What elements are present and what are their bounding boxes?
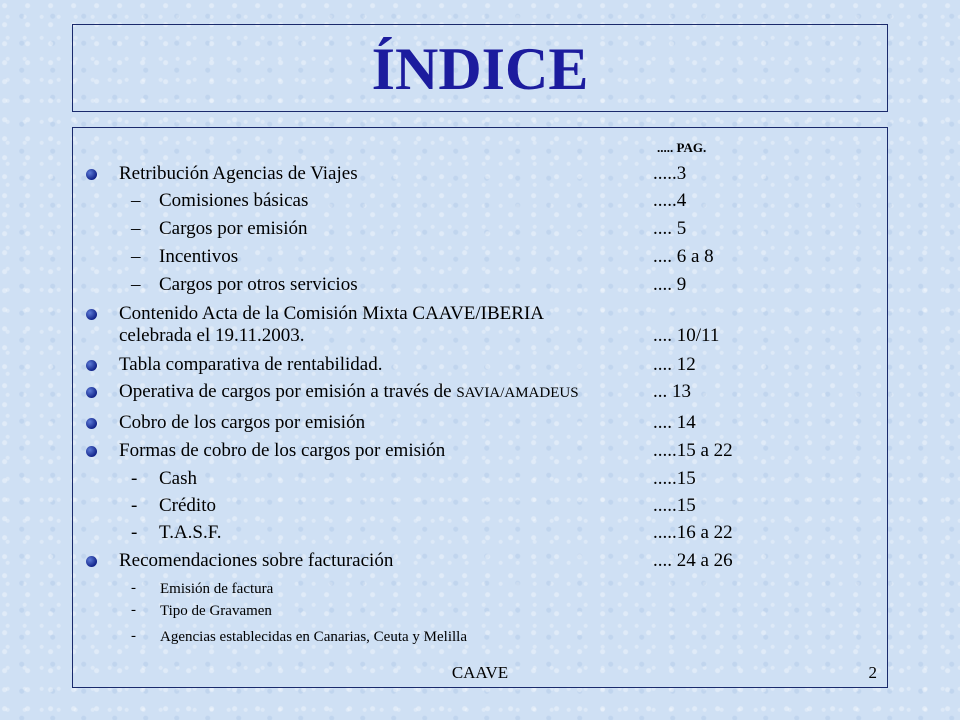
index-item-page: ... 13 — [653, 381, 691, 402]
index-subitem-label: T.A.S.F. — [159, 522, 222, 543]
index-item-page: .... 24 a 26 — [653, 550, 733, 571]
slide-number: 2 — [868, 663, 877, 682]
hyphen-marker: - — [131, 495, 138, 516]
page-column-header: ..... PAG. — [657, 140, 707, 155]
index-subitem-page: .....16 a 22 — [653, 522, 733, 543]
hyphen-marker: - — [131, 580, 136, 596]
hyphen-marker: - — [131, 628, 136, 644]
index-subitem-label: Emisión de factura — [160, 581, 274, 597]
bullet-icon — [86, 387, 97, 398]
index-subitem-label: Incentivos — [159, 246, 239, 267]
index-item-label — [119, 381, 579, 404]
bullet-icon — [86, 169, 97, 180]
index-subitem-page: .....15 — [653, 468, 696, 489]
index-panel — [72, 127, 888, 688]
index-item-label: Tabla comparativa de rentabilidad. — [119, 354, 383, 375]
bullet-icon — [86, 446, 97, 457]
index-subitem-page: .....15 — [653, 495, 696, 516]
hyphen-marker: - — [131, 468, 138, 489]
hyphen-marker: - — [131, 522, 138, 543]
bullet-icon — [86, 360, 97, 371]
index-subitem-label: Tipo de Gravamen — [160, 603, 272, 619]
dash-marker: – — [131, 246, 141, 267]
index-item-label: Formas de cobro de los cargos por emisión — [119, 440, 446, 461]
index-item-label: Cobro de los cargos por emisión — [119, 412, 366, 433]
index-item-label: Retribución Agencias de Viajes — [119, 163, 358, 184]
page-title: ÍNDICE — [371, 36, 589, 102]
index-subitem-label: Cash — [159, 468, 197, 489]
index-subitem-page: .... 6 a 8 — [653, 246, 714, 267]
bullet-icon — [86, 309, 97, 320]
hyphen-marker: - — [131, 602, 136, 618]
index-subitem-page: .... 9 — [653, 274, 687, 295]
title-box — [72, 24, 888, 112]
index-subitem-page: .... 5 — [653, 218, 687, 239]
index-subitem-label: Crédito — [159, 495, 216, 516]
index-item-page: .....15 a 22 — [653, 440, 733, 461]
index-item-page: .... 14 — [653, 412, 696, 433]
bullet-icon — [86, 556, 97, 567]
bullet-icon — [86, 418, 97, 429]
index-item-label-main: Operativa de cargos por emisión a través de — [119, 381, 457, 402]
index-item-label-line2: celebrada el 19.11.2003. — [119, 325, 305, 346]
index-subitem-label: Agencias establecidas en Canarias, Ceuta y Melilla — [160, 629, 467, 645]
index-subitem-label: Comisiones básicas — [159, 190, 309, 211]
dash-marker: – — [131, 190, 141, 211]
index-item-page: .....3 — [653, 163, 687, 184]
footer-label: CAAVE — [451, 663, 509, 682]
index-subitem-label: Cargos por otros servicios — [159, 274, 358, 295]
index-item-page: .... 10/11 — [653, 325, 720, 346]
index-subitem-label: Cargos por emisión — [159, 218, 308, 239]
dash-marker: – — [131, 274, 141, 295]
index-item-label-line1: Contenido Acta de la Comisión Mixta CAAVE/IBERIA — [119, 303, 545, 324]
dash-marker: – — [131, 218, 141, 239]
savia-amadeus-label: SAVIA/AMADEUS — [456, 385, 579, 401]
index-item-page: .... 12 — [653, 354, 696, 375]
index-item-label: Recomendaciones sobre facturación — [119, 550, 394, 571]
index-subitem-page: .....4 — [653, 190, 687, 211]
